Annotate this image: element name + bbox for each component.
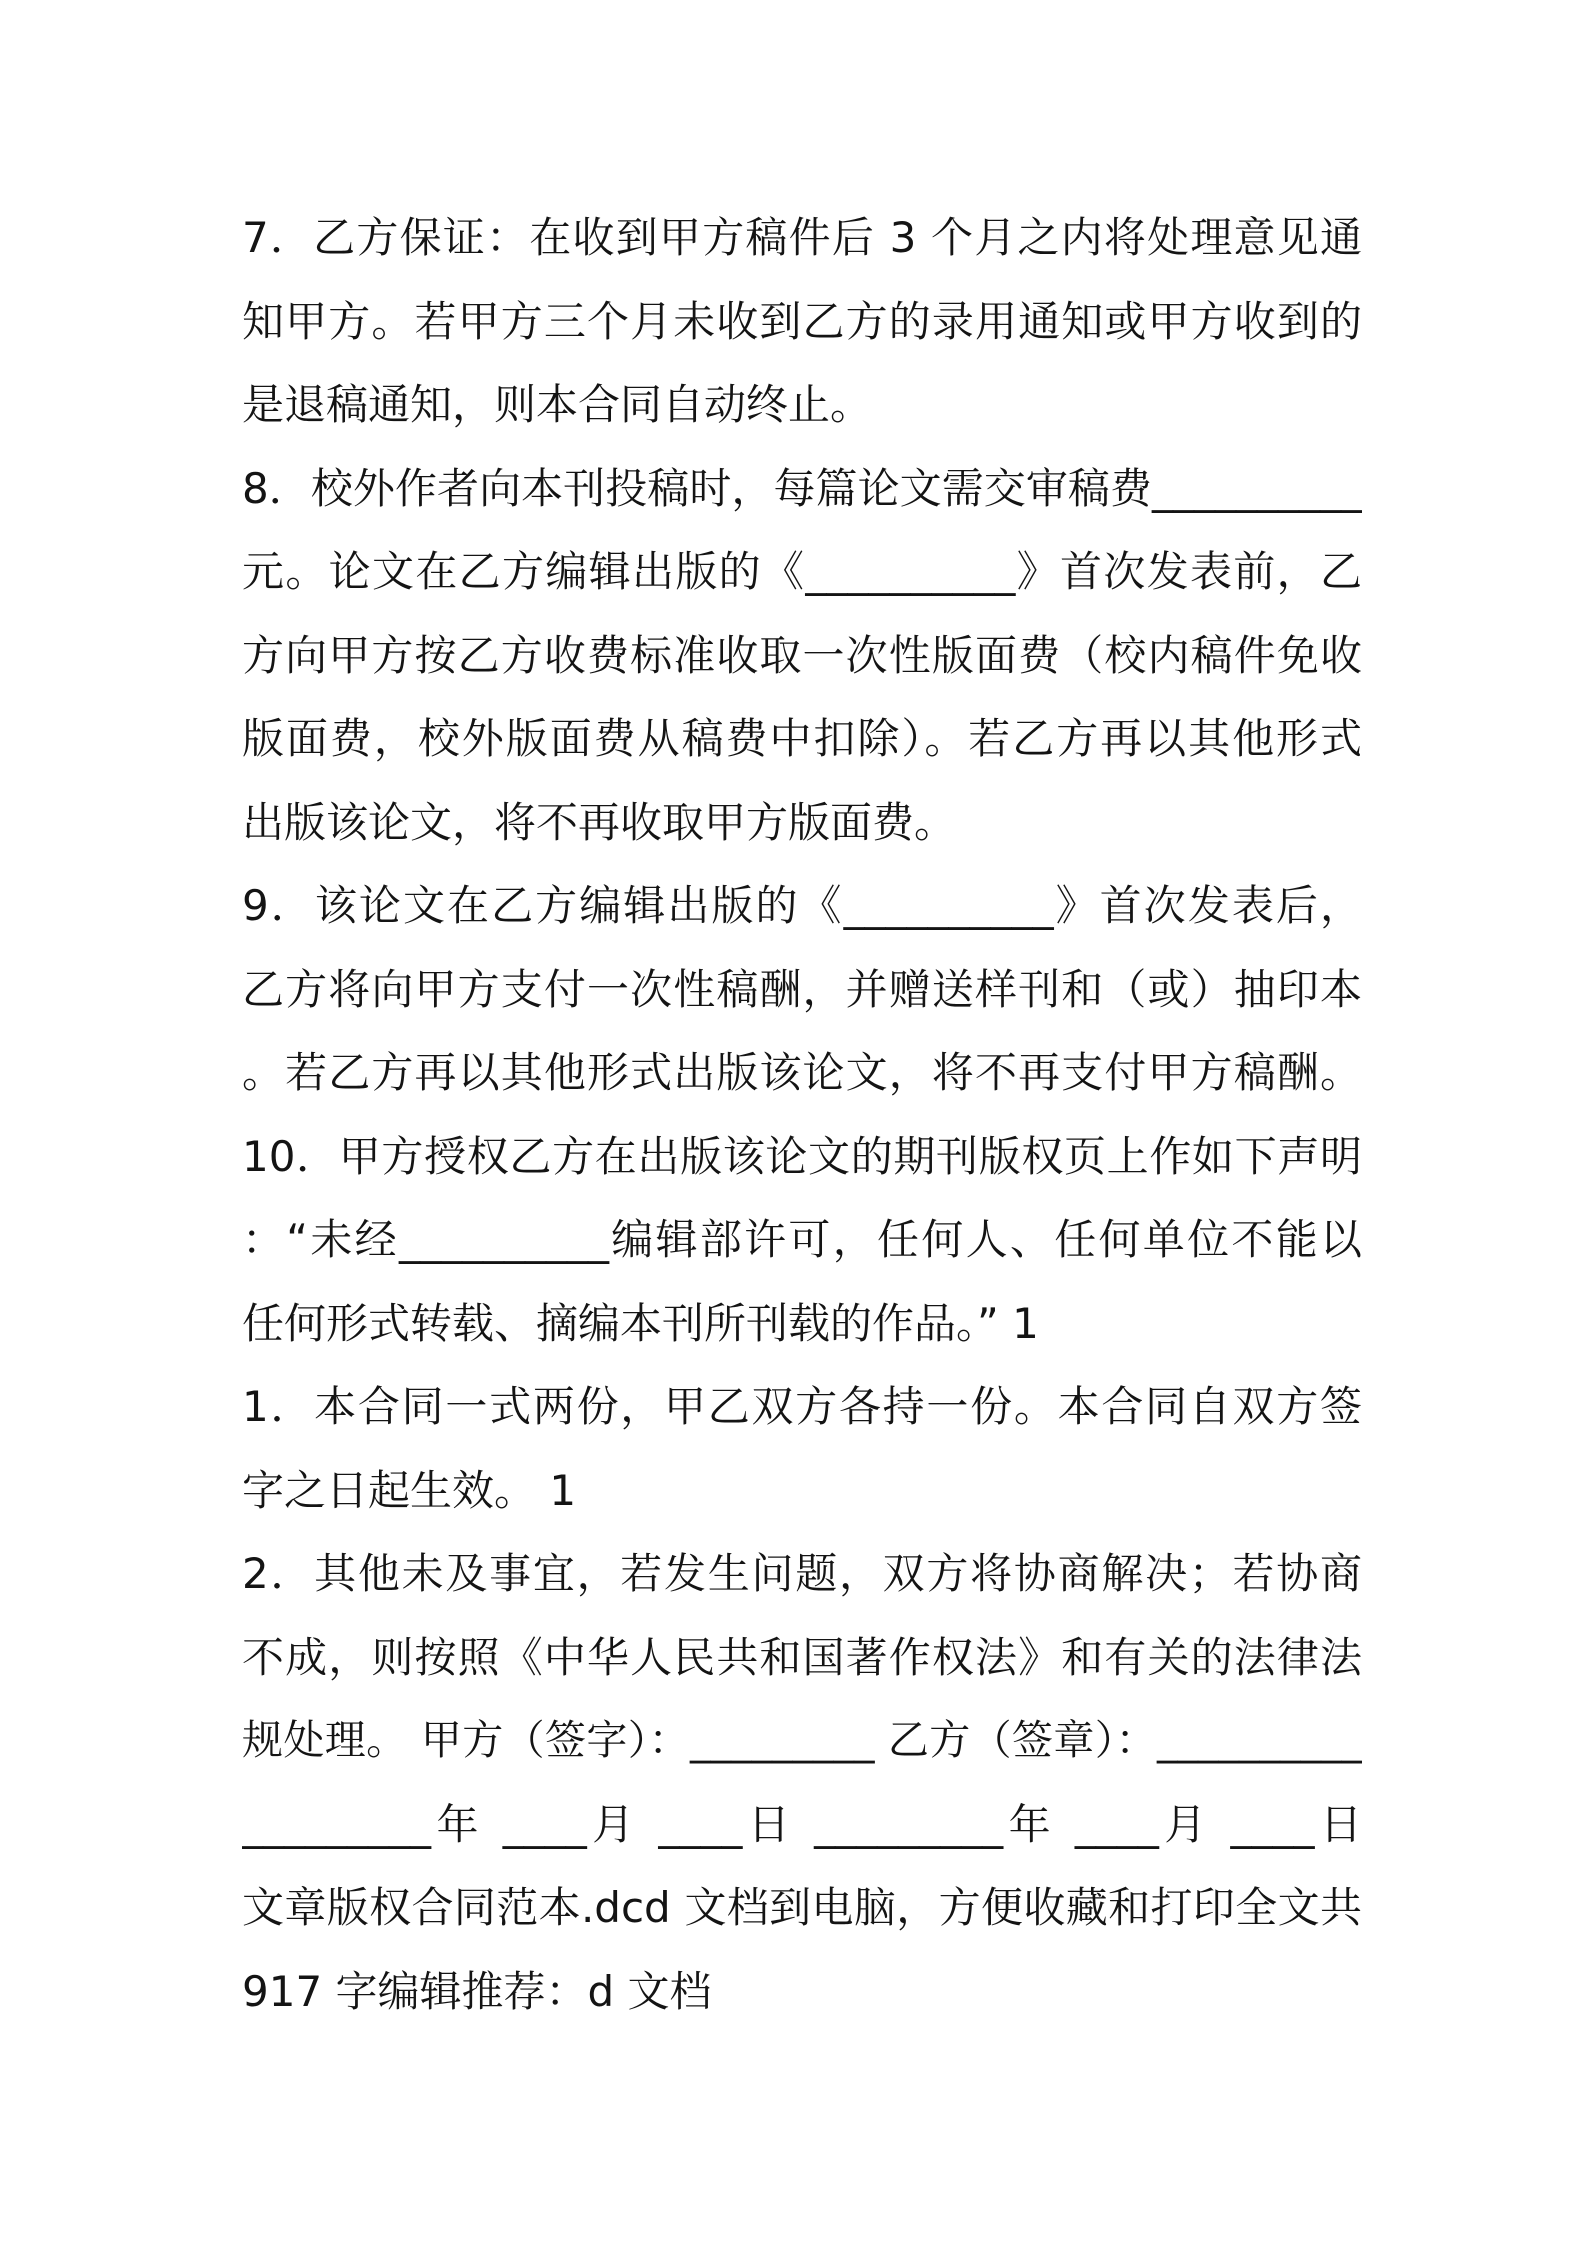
date-line: _________年 ____月 ____日 _________年 ____月 ____日 (242, 1799, 1362, 1849)
text-line: 文章版权合同范本.dcd 文档到电脑，方便收藏和打印全文共 (242, 1883, 1362, 1932)
signature-line: 规处理。 甲方（签字）：_________ 乙方（签章）：__________ (242, 1716, 1362, 1764)
text-line: 2．其他未及事宜，若发生问题，双方将协商解决；若协商 (242, 1549, 1362, 1598)
text-line: 917 字编辑推荐：d 文档 (242, 1966, 712, 2016)
text-line: 不成，则按照《中华人民共和国著作权法》和有关的法律法 (242, 1632, 1362, 1682)
text-line: 是退稿通知，则本合同自动终止。 (242, 380, 873, 429)
text-line: 8．校外作者向本刊投稿时，每篇论文需交审稿费__________ (242, 463, 1362, 513)
text-line: ：“未经__________编辑部许可，任何人、任何单位不能以 (242, 1215, 1362, 1264)
text-line: 出版该论文，将不再收取甲方版面费。 (242, 797, 957, 847)
text-line: 乙方将向甲方支付一次性稿酬，并赠送样刊和（或）抽印本 (242, 964, 1362, 1014)
text-line: 元。论文在乙方编辑出版的《__________》首次发表前，乙 (242, 547, 1362, 596)
text-line: 10．甲方授权乙方在出版该论文的期刊版权页上作如下声明 (242, 1131, 1362, 1181)
text-line: 。若乙方再以其他形式出版该论文，将不再支付甲方稿酬。 (242, 1048, 1362, 1097)
text-line: 字之日起生效。 1 (242, 1465, 577, 1515)
text-line: 知甲方。若甲方三个月未收到乙方的录用通知或甲方收到的 (242, 296, 1362, 346)
text-line: 方向甲方按乙方收费标准收取一次性版面费（校内稿件免收 (242, 630, 1362, 680)
text-line: 版面费，校外版面费从稿费中扣除）。若乙方再以其他形式 (242, 714, 1362, 763)
text-line: 7．乙方保证：在收到甲方稿件后 3 个月之内将处理意见通 (242, 213, 1362, 262)
text-line: 9．该论文在乙方编辑出版的《__________》首次发表后， (242, 881, 1362, 930)
text-line: 1．本合同一式两份，甲乙双方各持一份。本合同自双方签 (242, 1382, 1362, 1431)
contract-text (242, 196, 1362, 2033)
text-line: 任何形式转载、摘编本刊所刊载的作品。” 1 (242, 1298, 1039, 1348)
